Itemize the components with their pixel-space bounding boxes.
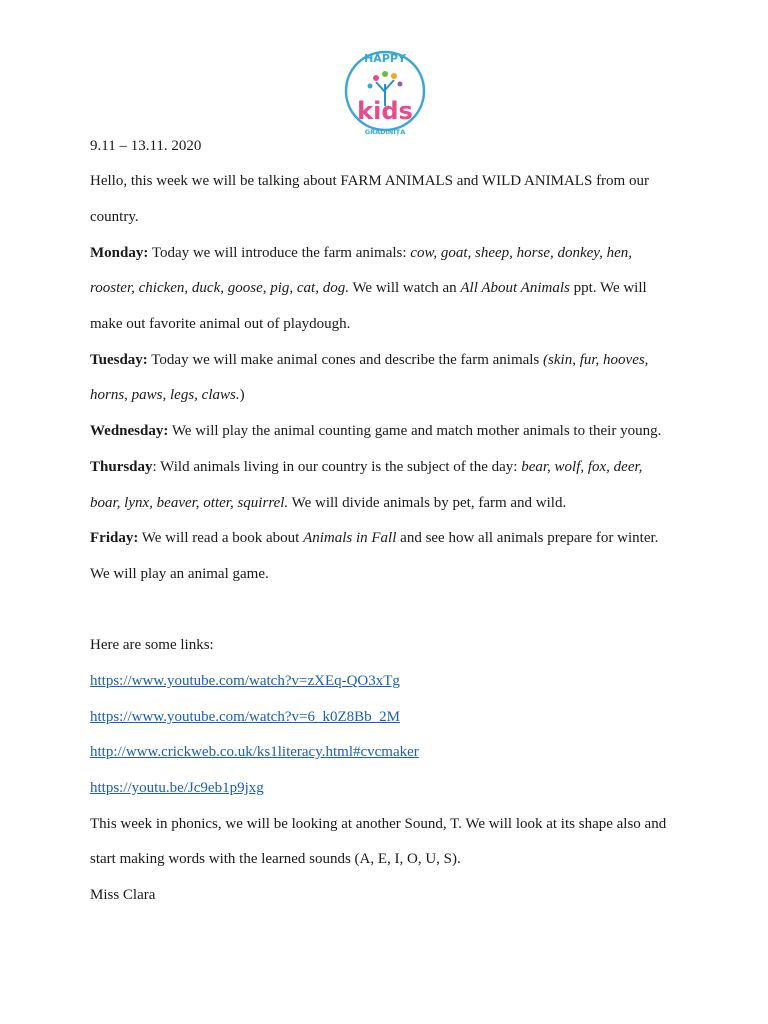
friday-label: Friday: (90, 530, 139, 546)
link-2-line (90, 707, 400, 727)
tuesday-features: (skin, fur, hooves, (543, 352, 649, 368)
thursday-animals-cont: boar, lynx, beaver, otter, squirrel. (90, 495, 289, 511)
logo-top-text: HAPPY (364, 52, 406, 65)
friday-line-2: We will play an animal game. (90, 566, 269, 582)
tuesday-line-1 (90, 350, 648, 370)
link-4-line (90, 778, 264, 798)
date-line: 9.11 – 13.11. 2020 (90, 138, 202, 154)
monday-line-2 (90, 278, 647, 298)
thursday-animals: bear, wolf, fox, deer, (521, 459, 643, 475)
tuesday-label: Tuesday: (90, 352, 148, 368)
wednesday-text: We will play the animal counting game and match mother animals to their young. (168, 423, 662, 439)
friday-text: We will read a book about (138, 530, 304, 546)
logo-graphic (342, 44, 428, 140)
monday-text: Today we will introduce the farm animals: (148, 245, 411, 261)
monday-animals-cont: rooster, chicken, duck, goose, pig, cat, dog. (90, 280, 349, 296)
tuesday-features-cont: horns, paws, legs, claws. (90, 387, 240, 403)
thursday-text-2: We will divide animals by pet, farm and wild. (288, 495, 567, 511)
monday-line-3: make out favorite animal out of playdough. (90, 316, 351, 332)
signature: Miss Clara (90, 887, 156, 903)
link-crickweb[interactable]: http://www.crickweb.co.uk/ks1literacy.html#cvcmaker (90, 744, 419, 760)
intro-line-1: Hello, this week we will be talking about FARM ANIMALS and WILD ANIMALS from our (90, 173, 649, 189)
link-1-line (90, 671, 400, 691)
phonics-line-1: This week in phonics, we will be looking at another Sound, T. We will look at its shape also and (90, 816, 667, 832)
link-youtube-2[interactable]: https://www.youtube.com/watch?v=6_k0Z8Bb_2M (90, 709, 400, 725)
wednesday-line (90, 421, 661, 441)
monday-ppt-title: All About Animals (460, 280, 570, 296)
link-youtube-1[interactable]: https://www.youtube.com/watch?v=zXEq-QO3xTg (90, 673, 400, 689)
friday-book-title: Animals in Fall (303, 530, 397, 546)
monday-line-1 (90, 243, 632, 263)
thursday-label: Thursday (90, 459, 153, 475)
friday-line-1 (90, 528, 658, 548)
monday-label: Monday: (90, 245, 149, 261)
happy-kids-logo (342, 44, 428, 140)
link-3-line (90, 742, 419, 762)
logo-bottom-text: GRĂDINIȚA (364, 128, 406, 136)
monday-text-3: ppt. We will (569, 280, 647, 296)
phonics-line-2: start making words with the learned sounds (A, E, I, O, U, S). (90, 851, 461, 867)
tuesday-close-paren: ) (239, 387, 245, 403)
link-youtu-be[interactable]: https://youtu.be/Jc9eb1p9jxg (90, 780, 264, 796)
intro-line-2: country. (90, 209, 139, 225)
wednesday-label: Wednesday: (90, 423, 169, 439)
tuesday-text: Today we will make animal cones and describe the farm animals (147, 352, 544, 368)
thursday-text: : Wild animals living in our country is the subject of the day: (152, 459, 522, 475)
logo-main-text: kids (357, 97, 413, 125)
thursday-line-2 (90, 493, 566, 513)
monday-text-2: We will watch an (348, 280, 461, 296)
links-intro: Here are some links: (90, 637, 214, 653)
thursday-line-1 (90, 457, 642, 477)
friday-text-2: and see how all animals prepare for winter. (396, 530, 659, 546)
tuesday-line-2 (90, 385, 245, 405)
monday-animals: cow, goat, sheep, horse, donkey, hen, (410, 245, 633, 261)
